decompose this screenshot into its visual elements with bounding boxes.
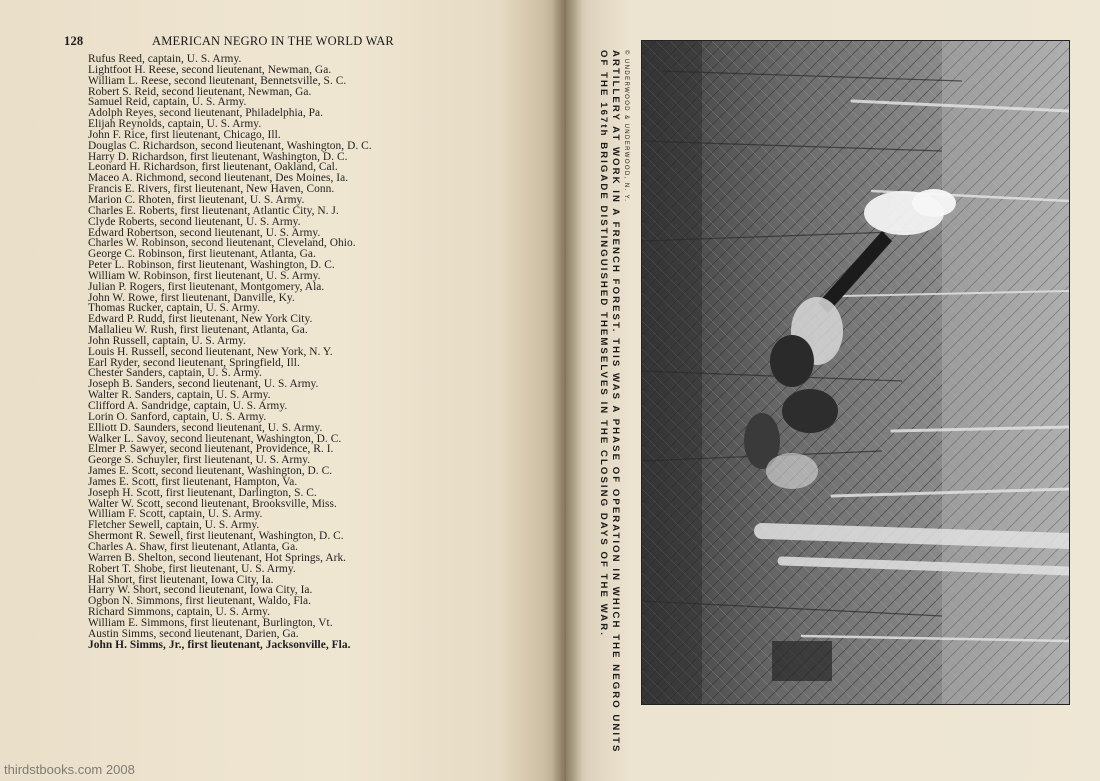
officer-entry: James E. Scott, first lieutenant, Hampton, Va.: [88, 475, 298, 488]
officer-entry: Shermont R. Sewell, first lieutenant, Washington, D. C.: [88, 530, 344, 543]
officer-entry: Harry W. Short, second lieutenant, Iowa City, Ia.: [88, 584, 313, 597]
watermark: thirdstbooks.com 2008: [4, 762, 135, 777]
officer-entry: Lorin O. Sanford, captain, U. S. Army.: [88, 410, 267, 423]
officer-entry: Elijah Reynolds, captain, U. S. Army.: [88, 118, 262, 131]
officer-entry: Fletcher Sewell, captain, U. S. Army.: [88, 519, 260, 532]
officer-entry: Walker L. Savoy, second lieutenant, Washington, D. C.: [88, 432, 342, 445]
officer-entry: Walter R. Sanders, captain, U. S. Army.: [88, 389, 271, 402]
officer-list: [88, 54, 372, 650]
officer-entry: William F. Scott, captain, U. S. Army.: [88, 508, 263, 521]
officer-entry: Peter L. Robinson, first lieutenant, Washington, D. C.: [88, 259, 335, 272]
plate-caption: [598, 50, 630, 754]
officer-entry: Earl Ryder, second lieutenant, Springfield, Ill.: [88, 356, 300, 369]
caption-line-2: OF THE 167th BRIGADE DISTINGUISHED THEMSELVES IN THE CLOSING DAYS OF THE WAR.: [598, 50, 610, 637]
officer-entry: Walter W. Scott, second lieutenant, Brooksville, Miss.: [88, 497, 337, 510]
officer-entry: Robert T. Shobe, first lieutenant, U. S. Army.: [88, 562, 296, 575]
officer-entry: Elliott D. Saunders, second lieutenant, U. S. Army.: [88, 421, 323, 434]
officer-entry: Samuel Reid, captain, U. S. Army.: [88, 96, 247, 109]
caption-line-1: ARTILLERY AT WORK IN A FRENCH FOREST. THIS WAS A PHASE OF OPERATION IN WHICH THE NEGRO UNITS: [610, 50, 621, 754]
officer-entry: Leonard H. Richardson, first lieutenant, Oakland, Cal.: [88, 161, 338, 174]
officer-entry: Joseph B. Sanders, second lieutenant, U. S. Army.: [88, 378, 319, 391]
officer-entry: George C. Robinson, first lieutenant, Atlanta, Ga.: [88, 248, 316, 261]
officer-entry: John H. Simms, Jr., first lieutenant, Jacksonville, Fla.: [88, 638, 351, 651]
officer-entry: Charles A. Shaw, first lieutenant, Atlanta, Ga.: [88, 540, 299, 553]
officer-entry: William L. Reese, second lieutenant, Bennetsville, S. C.: [88, 74, 347, 87]
officer-entry: Julian P. Rogers, first lieutenant, Montgomery, Ala.: [88, 280, 325, 293]
officer-entry: Harry D. Richardson, first lieutenant, Washington, D. C.: [88, 150, 348, 163]
officer-entry: Hal Short, first lieutenant, Iowa City, Ia.: [88, 573, 274, 586]
officer-entry: William W. Robinson, first lieutenant, U. S. Army.: [88, 269, 321, 282]
officer-entry: James E. Scott, second lieutenant, Washington, D. C.: [88, 465, 333, 478]
page-number: 128: [64, 34, 84, 48]
officer-entry: Richard Simmons, captain, U. S. Army.: [88, 606, 271, 619]
officer-entry: John Russell, captain, U. S. Army.: [88, 334, 246, 347]
officer-entry: John F. Rice, first lieutenant, Chicago, Ill.: [88, 128, 281, 141]
officer-entry: Rufus Reed, captain, U. S. Army.: [88, 53, 242, 65]
officer-entry: Joseph H. Scott, first lieutenant, Darlington, S. C.: [88, 486, 317, 499]
officer-entry: Charles W. Robinson, second lieutenant, Cleveland, Ohio.: [88, 237, 356, 250]
officer-entry: Ogbon N. Simmons, first lieutenant, Waldo, Fla.: [88, 595, 312, 608]
officer-entry: Charles E. Roberts, first lieutenant, Atlantic City, N. J.: [88, 204, 339, 217]
running-title: AMERICAN NEGRO IN THE WORLD WAR: [152, 34, 394, 48]
officer-entry: Clifford A. Sandridge, captain, U. S. Army.: [88, 400, 288, 412]
copyright-line: © UNDERWOOD & UNDERWOOD, N. Y.: [623, 50, 629, 203]
officer-entry: Adolph Reyes, second lieutenant, Philadelphia, Pa.: [88, 107, 324, 120]
officer-entry: George S. Schuyler, first lieutenant, U. S. Army.: [88, 454, 311, 467]
officer-entry: Edward Robertson, second lieutenant, U. S. Army.: [88, 226, 321, 239]
officer-entry: Francis E. Rivers, first lieutenant, New Haven, Conn.: [88, 183, 335, 196]
officer-entry: Louis H. Russell, second lieutenant, New York, N. Y.: [88, 345, 333, 358]
officer-entry: John W. Rowe, first lieutenant, Danville, Ky.: [88, 291, 295, 304]
officer-entry: Chester Sanders, captain, U. S. Army.: [88, 367, 262, 380]
officer-entry: Clyde Roberts, second lieutenant, U. S. Army.: [88, 215, 301, 228]
book-gutter: [552, 0, 582, 781]
forest-artillery-photo: [641, 40, 1070, 705]
officer-entry: Marion C. Rhoten, first lieutenant, U. S. Army.: [88, 193, 305, 206]
officer-entry: William E. Simmons, first lieutenant, Burlington, Vt.: [88, 616, 333, 629]
officer-entry: Warren B. Shelton, second lieutenant, Hot Springs, Ark.: [88, 551, 347, 564]
officer-entry: Austin Simms, second lieutenant, Darien, Ga.: [88, 627, 299, 640]
officer-entry: Maceo A. Richmond, second lieutenant, Des Moines, Ia.: [88, 172, 349, 185]
officer-entry: Robert S. Reid, second lieutenant, Newman, Ga.: [88, 85, 312, 98]
officer-entry: Douglas C. Richardson, second lieutenant, Washington, D. C.: [88, 139, 372, 152]
officer-entry: Elmer P. Sawyer, second lieutenant, Providence, R. I.: [88, 443, 334, 456]
officer-entry: Edward P. Rudd, first lieutenant, New York City.: [88, 313, 313, 326]
officer-entry: Lightfoot H. Reese, second lieutenant, Newman, Ga.: [88, 63, 332, 76]
officer-entry: Mallalieu W. Rush, first lieutenant, Atlanta, Ga.: [88, 324, 308, 337]
officer-entry: Thomas Rucker, captain, U. S. Army.: [88, 302, 261, 315]
